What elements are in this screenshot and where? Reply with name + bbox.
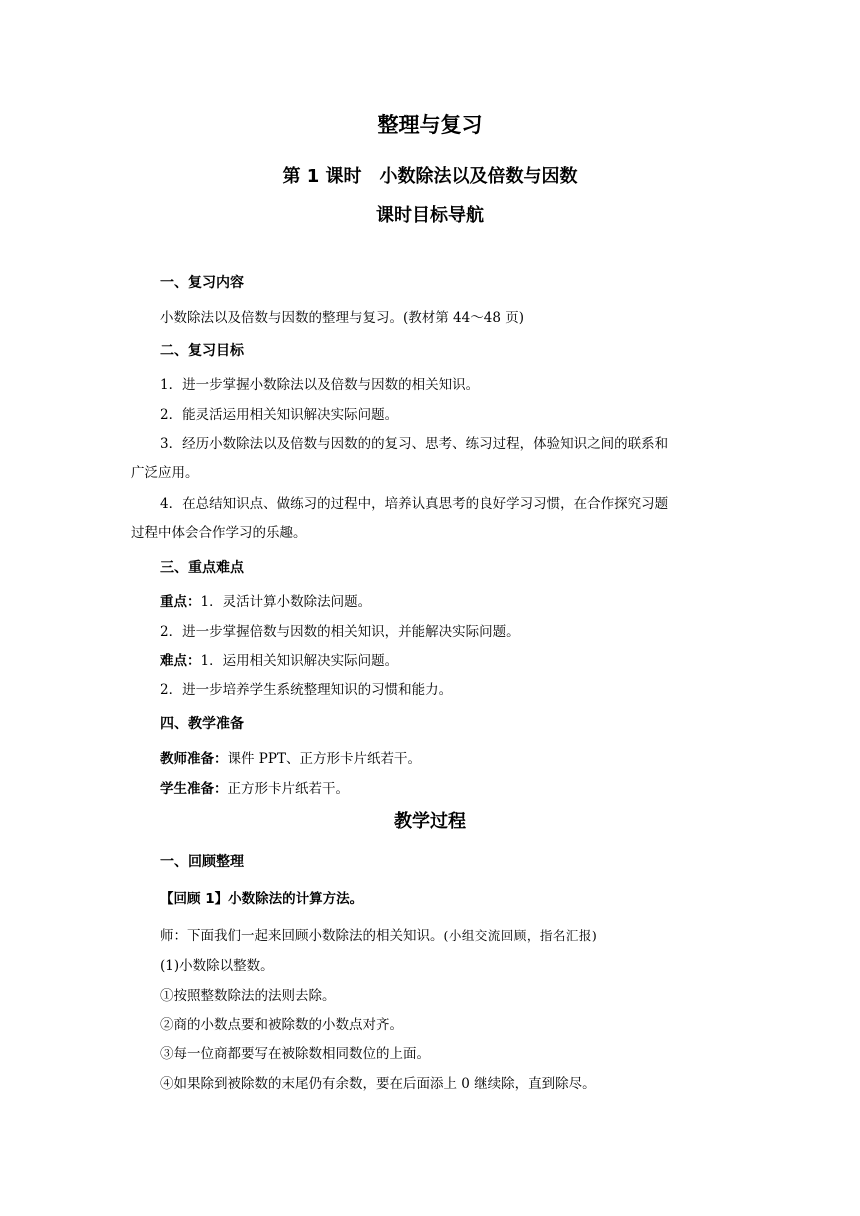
key-point-1-text: 1．灵活计算小数除法问题。 xyxy=(200,594,372,610)
key-point-2: 2．进一步掌握倍数与因数的相关知识，并能解决实际问题。 xyxy=(160,624,520,640)
goal-1: 1．进一步掌握小数除法以及倍数与因数的相关知识。 xyxy=(160,377,480,393)
goal-4-line-1: 4．在总结知识点、做练习的过程中，培养认真思考的良好学习习惯，在合作探究习题 xyxy=(160,496,669,512)
student-preparation xyxy=(160,778,349,800)
teacher-preparation-text: 课件 PPT、正方形卡片纸若干。 xyxy=(227,751,421,767)
lesson-number: 第 1 课时 xyxy=(282,166,362,187)
teacher-dialogue xyxy=(160,925,597,947)
teacher-dialogue-text: 师：下面我们一起来回顾小数除法的相关知识。 xyxy=(160,928,444,944)
difficulty-label: 难点： xyxy=(160,653,201,669)
nav-title: 课时目标导航 xyxy=(376,205,484,226)
difficulty-1 xyxy=(160,650,398,672)
rule-heading: (1)小数除以整数。 xyxy=(160,958,274,974)
rule-step-1: ①按照整数除法的法则去除。 xyxy=(160,988,336,1004)
key-point-label: 重点： xyxy=(160,594,201,610)
section-heading-key-points: 三、重点难点 xyxy=(160,560,244,576)
section-heading-content: 一、复习内容 xyxy=(160,275,244,291)
rule-step-3: ③每一位商都要写在被除数相同数位的上面。 xyxy=(160,1046,430,1062)
goal-3-line-1: 3．经历小数除法以及倍数与因数的的复习、思考、练习过程，体验知识之间的联系和 xyxy=(160,436,669,452)
goal-2: 2．能灵活运用相关知识解决实际问题。 xyxy=(160,407,399,423)
difficulty-2: 2．进一步培养学生系统整理知识的习惯和能力。 xyxy=(160,682,453,698)
student-preparation-label: 学生准备： xyxy=(160,781,228,797)
key-point-1 xyxy=(160,591,371,613)
section-heading-goals: 二、复习目标 xyxy=(160,343,244,359)
goal-3-line-2: 广泛应用。 xyxy=(131,465,199,481)
section-heading-review: 一、回顾整理 xyxy=(160,854,244,870)
section-heading-preparation: 四、教学准备 xyxy=(160,716,244,732)
goal-4-line-2: 过程中体会合作学习的乐趣。 xyxy=(131,525,307,541)
teaching-process-title: 教学过程 xyxy=(394,811,466,832)
rule-step-2: ②商的小数点要和被除数的小数点对齐。 xyxy=(160,1017,403,1033)
teacher-preparation xyxy=(160,748,421,770)
teacher-dialogue-note: (小组交流回顾，指名汇报) xyxy=(443,928,598,943)
lesson-topic: 小数除法以及倍数与因数 xyxy=(379,166,578,187)
review-1-label: 【回顾 1】小数除法的计算方法。 xyxy=(160,891,364,907)
document-title: 整理与复习 xyxy=(377,113,483,137)
review-content-text: 小数除法以及倍数与因数的整理与复习。(教材第 44～48 页) xyxy=(160,310,524,326)
rule-step-4: ④如果除到被除数的末尾仍有余数，要在后面添上 0 继续除，直到除尽。 xyxy=(160,1076,596,1092)
difficulty-1-text: 1．运用相关知识解决实际问题。 xyxy=(200,653,399,669)
student-preparation-text: 正方形卡片纸若干。 xyxy=(227,781,349,797)
teacher-preparation-label: 教师准备： xyxy=(160,751,228,767)
lesson-title xyxy=(0,163,860,191)
